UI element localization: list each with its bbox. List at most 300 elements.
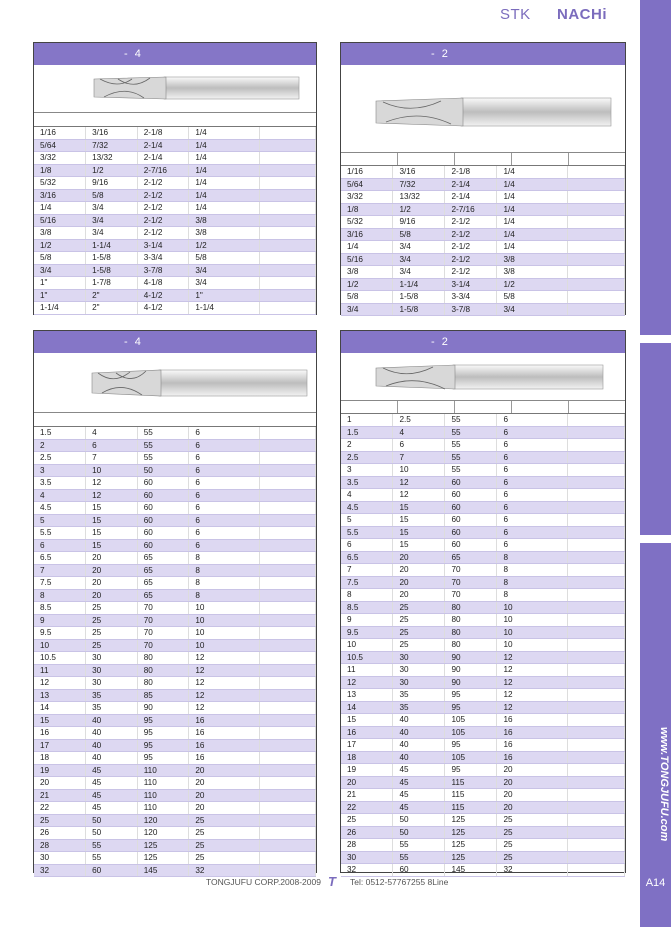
- table-cell: 8.5: [34, 602, 86, 615]
- table-cell: 115: [445, 801, 497, 814]
- table-cell: 4.5: [34, 502, 86, 515]
- table-cell: 10: [497, 601, 568, 614]
- table-cell: 3/8: [497, 266, 568, 279]
- table-cell-empty: [259, 452, 315, 465]
- table-row: [34, 489, 316, 502]
- table-row: [34, 689, 316, 702]
- table-cell: 70: [137, 639, 189, 652]
- table-cell-empty: [259, 827, 315, 840]
- size-table: [34, 427, 316, 877]
- table-row: [341, 764, 625, 777]
- table-cell: 3/8: [497, 253, 568, 266]
- table-cell: 17: [341, 739, 393, 752]
- table-cell: 8: [497, 576, 568, 589]
- table-cell-empty: [259, 852, 315, 865]
- column-header-row: [34, 113, 316, 127]
- table-cell: 25: [497, 839, 568, 852]
- table-cell: 90: [445, 651, 497, 664]
- table-row: [34, 839, 316, 852]
- end-mill-image: [34, 65, 316, 113]
- table-row: [341, 501, 625, 514]
- table-cell: 12: [189, 664, 259, 677]
- table-cell: 30: [393, 676, 445, 689]
- table-cell: 18: [341, 751, 393, 764]
- table-cell: 105: [445, 726, 497, 739]
- table-cell: 6: [497, 426, 568, 439]
- table-cell: 5/8: [34, 252, 86, 265]
- table-cell: 12: [341, 676, 393, 689]
- table-cell: 1-5/8: [86, 252, 138, 265]
- table-row: [341, 689, 625, 702]
- table-cell-empty: [568, 451, 625, 464]
- table-cell: 8: [189, 552, 259, 565]
- table-row: [341, 426, 625, 439]
- table-row: [341, 303, 625, 316]
- table-cell: 2-7/16: [137, 164, 189, 177]
- table-cell: 30: [34, 852, 86, 865]
- table-cell-empty: [568, 278, 625, 291]
- table-cell: 110: [137, 777, 189, 790]
- table-row: [341, 726, 625, 739]
- table-cell-empty: [259, 764, 315, 777]
- table-cell: 13/32: [86, 152, 138, 165]
- table-cell: 26: [341, 826, 393, 839]
- table-cell: 1-1/4: [86, 239, 138, 252]
- table-cell-empty: [259, 677, 315, 690]
- table-cell: 14: [34, 702, 86, 715]
- table-cell: 2-1/2: [445, 253, 497, 266]
- table-cell-empty: [568, 576, 625, 589]
- table-cell: 1/4: [189, 177, 259, 190]
- table-cell: 1": [34, 289, 86, 302]
- table-cell: 2-7/16: [445, 203, 497, 216]
- table-row: [341, 801, 625, 814]
- table-cell: 3/4: [497, 303, 568, 316]
- table-cell-empty: [259, 714, 315, 727]
- table-cell: 60: [137, 539, 189, 552]
- table-cell-empty: [259, 739, 315, 752]
- table-cell: 25: [189, 814, 259, 827]
- table-cell-empty: [259, 139, 315, 152]
- table-cell-empty: [568, 551, 625, 564]
- table-cell: 40: [86, 714, 138, 727]
- table-cell: 65: [137, 577, 189, 590]
- table-cell: 6: [497, 514, 568, 527]
- table-cell: 20: [497, 764, 568, 777]
- table-cell: 70: [137, 602, 189, 615]
- table-row: [341, 739, 625, 752]
- table-cell: 55: [445, 464, 497, 477]
- column-header-row: [341, 153, 625, 166]
- table-cell: 110: [137, 764, 189, 777]
- table-row: [34, 827, 316, 840]
- table-cell: 32: [189, 864, 259, 877]
- table-cell: 70: [445, 589, 497, 602]
- table-cell: 105: [445, 714, 497, 727]
- table-cell: 40: [393, 726, 445, 739]
- table-cell-empty: [259, 527, 315, 540]
- table-cell-empty: [568, 614, 625, 627]
- table-cell: 10: [189, 602, 259, 615]
- table-cell: 9/16: [393, 216, 445, 229]
- table-row: [341, 701, 625, 714]
- table-cell: 2-1/4: [137, 139, 189, 152]
- table-row: [341, 539, 625, 552]
- table-cell: 95: [137, 714, 189, 727]
- table-cell: 12: [393, 489, 445, 502]
- table-cell: 6: [189, 439, 259, 452]
- table-row: [34, 127, 316, 139]
- table-cell-empty: [568, 501, 625, 514]
- table-cell: 15: [86, 539, 138, 552]
- table-cell: 12: [34, 677, 86, 690]
- table-cell: 55: [393, 839, 445, 852]
- table-row: [341, 664, 625, 677]
- table-row: [34, 514, 316, 527]
- right-sidebar: [640, 0, 671, 927]
- table-cell: 3-7/8: [445, 303, 497, 316]
- table-cell: 55: [445, 439, 497, 452]
- table-cell: 60: [445, 514, 497, 527]
- table-cell: 2-1/2: [137, 189, 189, 202]
- table-cell-empty: [259, 127, 315, 139]
- table-cell-empty: [259, 602, 315, 615]
- table-cell-empty: [259, 489, 315, 502]
- table-cell: 6: [189, 489, 259, 502]
- table-cell: 6: [189, 477, 259, 490]
- table-cell: 12: [393, 476, 445, 489]
- table-cell: 25: [393, 626, 445, 639]
- table-cell: 21: [341, 789, 393, 802]
- table-row: [341, 451, 625, 464]
- table-cell-empty: [568, 539, 625, 552]
- table-cell: 125: [137, 839, 189, 852]
- table-cell: 1/4: [497, 216, 568, 229]
- table-cell: 55: [137, 452, 189, 465]
- brand-nachi-logo: NACHi: [557, 6, 607, 23]
- panel-inch-2-flute: [340, 42, 626, 315]
- table-cell: 6: [497, 476, 568, 489]
- table-cell: 5/32: [341, 216, 393, 229]
- panel-title: - 2: [341, 331, 625, 353]
- table-cell: 6: [497, 439, 568, 452]
- table-cell: 1.5: [341, 426, 393, 439]
- table-cell-empty: [259, 789, 315, 802]
- table-cell: 2.5: [393, 414, 445, 426]
- table-cell-empty: [568, 191, 625, 204]
- table-cell: 1/2: [341, 278, 393, 291]
- table-cell: 1/4: [497, 191, 568, 204]
- table-cell: 3-3/4: [445, 291, 497, 304]
- table-cell: 2-1/2: [137, 214, 189, 227]
- table-row: [34, 202, 316, 215]
- table-cell: 60: [393, 864, 445, 877]
- table-cell: 125: [445, 851, 497, 864]
- table-cell: 1/4: [497, 203, 568, 216]
- table-row: [34, 664, 316, 677]
- table-cell: 6: [393, 439, 445, 452]
- table-row: [341, 551, 625, 564]
- table-cell: 120: [137, 814, 189, 827]
- table-row: [34, 189, 316, 202]
- table-cell-empty: [259, 239, 315, 252]
- table-cell: 6: [189, 502, 259, 515]
- table-cell: 20: [497, 776, 568, 789]
- table-cell: 12: [86, 477, 138, 490]
- table-cell-empty: [568, 814, 625, 827]
- table-cell: 2-1/2: [445, 216, 497, 229]
- table-cell: 1/16: [34, 127, 86, 139]
- table-cell: 9/16: [86, 177, 138, 190]
- table-cell: 3/16: [393, 166, 445, 178]
- table-cell-empty: [259, 839, 315, 852]
- sidebar-notch: [640, 535, 671, 543]
- table-cell: 50: [137, 464, 189, 477]
- table-cell: 50: [393, 826, 445, 839]
- table-cell: 20: [393, 564, 445, 577]
- table-cell-empty: [568, 216, 625, 229]
- table-cell: 6: [497, 464, 568, 477]
- table-cell-empty: [259, 564, 315, 577]
- table-cell-empty: [568, 864, 625, 877]
- table-cell: 3/4: [189, 277, 259, 290]
- table-cell: 21: [34, 789, 86, 802]
- table-cell: 5/16: [34, 214, 86, 227]
- table-cell: 3/16: [34, 189, 86, 202]
- table-cell: 20: [86, 564, 138, 577]
- table-row: [34, 427, 316, 439]
- table-cell: 3-7/8: [137, 264, 189, 277]
- table-cell: 50: [86, 814, 138, 827]
- table-cell: 55: [137, 439, 189, 452]
- table-cell: 10: [189, 639, 259, 652]
- table-cell: 1/4: [189, 189, 259, 202]
- table-row: [34, 652, 316, 665]
- table-row: [34, 727, 316, 740]
- end-mill-image: [341, 65, 625, 153]
- table-cell: 7: [86, 452, 138, 465]
- table-cell: 10: [34, 639, 86, 652]
- table-cell: 1/4: [497, 166, 568, 178]
- table-cell: 6.5: [341, 551, 393, 564]
- table-cell-empty: [259, 802, 315, 815]
- table-cell-empty: [568, 676, 625, 689]
- table-row: [341, 589, 625, 602]
- table-cell: 50: [86, 827, 138, 840]
- table-cell: 9: [34, 614, 86, 627]
- panel-title: - 4: [34, 331, 316, 353]
- table-cell-empty: [259, 277, 315, 290]
- table-row: [341, 751, 625, 764]
- table-cell: 1-1/4: [34, 302, 86, 315]
- table-cell-empty: [568, 241, 625, 254]
- table-cell-empty: [259, 539, 315, 552]
- table-cell: 16: [497, 714, 568, 727]
- table-cell: 60: [137, 527, 189, 540]
- table-cell: 15: [393, 514, 445, 527]
- table-cell: 3/4: [34, 264, 86, 277]
- table-cell: 15: [86, 527, 138, 540]
- table-row: [34, 139, 316, 152]
- table-cell: 80: [137, 664, 189, 677]
- table-cell-empty: [259, 664, 315, 677]
- table-cell-empty: [568, 464, 625, 477]
- table-cell: 9.5: [34, 627, 86, 640]
- table-cell: 32: [497, 864, 568, 877]
- table-cell: 10: [341, 639, 393, 652]
- table-row: [34, 864, 316, 877]
- table-row: [341, 203, 625, 216]
- table-row: [34, 677, 316, 690]
- table-cell: 3/4: [86, 227, 138, 240]
- table-row: [34, 714, 316, 727]
- table-cell: 6: [497, 451, 568, 464]
- table-cell: 7: [393, 451, 445, 464]
- table-cell: 11: [341, 664, 393, 677]
- table-row: [34, 452, 316, 465]
- table-cell: 1": [34, 277, 86, 290]
- table-row: [341, 514, 625, 527]
- table-row: [34, 239, 316, 252]
- table-cell: 12: [86, 489, 138, 502]
- table-cell: 110: [137, 789, 189, 802]
- table-cell: 3/4: [393, 266, 445, 279]
- table-cell: 50: [393, 814, 445, 827]
- table-row: [341, 476, 625, 489]
- table-cell: 6: [189, 514, 259, 527]
- table-cell-empty: [259, 614, 315, 627]
- table-cell-empty: [259, 227, 315, 240]
- table-cell: 1/2: [34, 239, 86, 252]
- column-header-row: [34, 413, 316, 427]
- table-cell: 9: [341, 614, 393, 627]
- table-cell: 8: [189, 577, 259, 590]
- table-cell: 1.5: [34, 427, 86, 439]
- table-cell: 20: [86, 552, 138, 565]
- table-cell: 145: [445, 864, 497, 877]
- table-cell-empty: [568, 166, 625, 178]
- size-table: [341, 166, 625, 316]
- table-cell: 20: [189, 789, 259, 802]
- table-cell: 10: [497, 639, 568, 652]
- table-cell: 8: [189, 589, 259, 602]
- table-cell: 2-1/8: [445, 166, 497, 178]
- table-cell: 16: [497, 726, 568, 739]
- table-cell: 6: [497, 501, 568, 514]
- table-cell: 5/8: [393, 228, 445, 241]
- table-row: [34, 577, 316, 590]
- table-row: [34, 752, 316, 765]
- table-cell: 65: [137, 564, 189, 577]
- table-cell: 45: [393, 789, 445, 802]
- table-cell: 1/4: [189, 127, 259, 139]
- table-cell: 45: [393, 776, 445, 789]
- table-cell: 3/4: [393, 253, 445, 266]
- table-cell: 2-1/4: [445, 191, 497, 204]
- table-cell-empty: [568, 639, 625, 652]
- table-cell: 1-5/8: [86, 264, 138, 277]
- table-cell: 1/4: [497, 241, 568, 254]
- table-cell: 25: [189, 839, 259, 852]
- table-cell: 55: [445, 414, 497, 426]
- table-cell: 125: [137, 852, 189, 865]
- table-cell: 5/8: [86, 189, 138, 202]
- table-cell: 16: [189, 739, 259, 752]
- table-cell: 10: [86, 464, 138, 477]
- table-cell: 1/8: [341, 203, 393, 216]
- table-row: [341, 576, 625, 589]
- table-row: [34, 277, 316, 290]
- table-cell: 3/4: [189, 264, 259, 277]
- table-cell-empty: [568, 651, 625, 664]
- website-vertical-text: [644, 725, 668, 865]
- table-cell: 10: [393, 464, 445, 477]
- table-cell: 2-1/4: [137, 152, 189, 165]
- table-cell: 25: [86, 639, 138, 652]
- table-cell: 55: [393, 851, 445, 864]
- table-cell-empty: [568, 664, 625, 677]
- table-cell: 8: [497, 564, 568, 577]
- table-row: [34, 527, 316, 540]
- table-cell: 16: [341, 726, 393, 739]
- table-cell: 125: [445, 826, 497, 839]
- table-row: [34, 814, 316, 827]
- table-cell: 1/4: [189, 202, 259, 215]
- table-cell-empty: [259, 639, 315, 652]
- table-cell-empty: [259, 514, 315, 527]
- page-number: A14: [645, 877, 666, 889]
- end-mill-image: [34, 353, 316, 413]
- table-cell: 15: [393, 539, 445, 552]
- table-cell: 8: [497, 551, 568, 564]
- table-cell: 45: [86, 764, 138, 777]
- table-cell: 7: [34, 564, 86, 577]
- table-row: [341, 639, 625, 652]
- table-cell: 3/4: [86, 202, 138, 215]
- table-cell: 25: [497, 851, 568, 864]
- table-cell: 55: [445, 451, 497, 464]
- table-cell: 65: [445, 551, 497, 564]
- table-cell: 1/2: [86, 164, 138, 177]
- table-row: [341, 651, 625, 664]
- table-cell-empty: [259, 264, 315, 277]
- table-cell: 60: [137, 489, 189, 502]
- table-cell: 1/2: [497, 278, 568, 291]
- table-cell: 8: [341, 589, 393, 602]
- table-cell: 3/8: [34, 227, 86, 240]
- table-cell: 60: [137, 477, 189, 490]
- footer-logo: T: [328, 874, 336, 889]
- table-cell: 90: [137, 702, 189, 715]
- table-cell: 20: [189, 764, 259, 777]
- brand-stk: STK: [500, 6, 531, 23]
- table-cell-empty: [259, 814, 315, 827]
- table-row: [34, 852, 316, 865]
- table-cell: 6: [497, 526, 568, 539]
- table-cell: 80: [445, 601, 497, 614]
- table-row: [341, 216, 625, 229]
- table-cell-empty: [259, 689, 315, 702]
- table-cell: 2: [341, 439, 393, 452]
- table-cell: 2-1/2: [137, 177, 189, 190]
- table-cell-empty: [259, 214, 315, 227]
- table-cell: 30: [393, 651, 445, 664]
- table-cell: 145: [137, 864, 189, 877]
- table-cell: 2": [86, 302, 138, 315]
- table-cell: 40: [86, 739, 138, 752]
- table-cell: 7/32: [86, 139, 138, 152]
- table-row: [34, 539, 316, 552]
